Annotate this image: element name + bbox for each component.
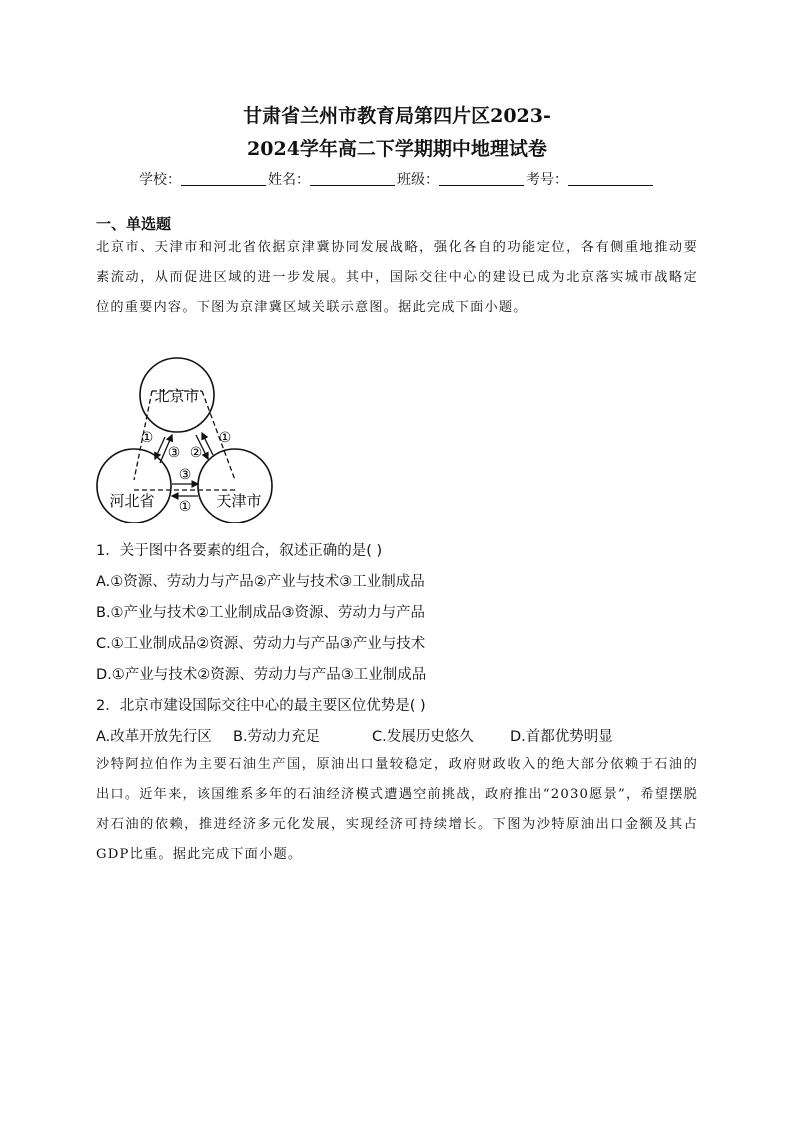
exam-title-line-2: 2024学年高二下学期期中地理试卷 [247,138,547,160]
question-1-option-c[interactable]: C.①工业制成品②资源、劳动力与产品③产业与技术 [96,636,426,652]
passage-2: 沙特阿拉伯作为主要石油生产国，原油出口量较稳定，政府财政收入的绝大部分依赖于石油的出口。近年来，该国维系多年的石油经济模式遭遇空前挑战，政府推出“2030愿景”，希望摆脱对石油的依赖，推进经济多元化发展，实现经济可持续增长。下图为沙特原油出口金额及其占GDP比重。据此完成下面小题。 [96,757,698,862]
name-blank[interactable] [310,185,395,186]
section-heading: 一、单选题 [96,215,172,233]
marker-bottom-1: ① [178,499,192,515]
beijing-label: 北京市 [154,387,200,405]
question-1-option-d[interactable]: D.①产业与技术②资源、劳动力与产品③工业制成品 [96,667,427,683]
class-label: 班级： [397,172,439,188]
class-blank[interactable] [439,185,524,186]
question-2-option-b[interactable]: B.劳动力充足 [233,729,321,745]
question-1-option-a[interactable]: A.①资源、劳动力与产品②产业与技术③工业制成品 [96,574,425,590]
question-2-option-a[interactable]: A.改革开放先行区 [96,729,212,745]
hebei-circle [97,449,171,523]
exam-number-blank[interactable] [568,185,653,186]
tianjin-circle [198,449,272,523]
school-label: 学校： [139,172,181,188]
exam-title-line-1: 甘肃省兰州市教育局第四片区2023- [243,105,551,127]
exam-number-label: 考号： [526,172,568,188]
marker-right-1: ① [218,430,232,446]
student-info-line [0,170,794,190]
passage-1: 北京市、天津市和河北省依据京津冀协同发展战略，强化各自的功能定位，各有侧重地推动要素流动，从而促进区域的进一步发展。其中，国际交往中心的建设已成为北京落实城市战略定位的重要内容。下图为京津冀区域关联示意图。据此完成下面小题。 [96,240,698,315]
region-relation-diagram [92,355,282,523]
question-2-option-d[interactable]: D.首都优势明显 [510,729,613,745]
question-2-option-c[interactable]: C.发展历史悠久 [372,729,474,745]
question-2-stem: 2．北京市建设国际交往中心的最主要区位优势是( ) [96,698,426,714]
hebei-label: 河北省 [109,492,155,510]
marker-left-1: ① [140,430,154,446]
marker-bottom-3: ③ [178,467,192,483]
question-1-option-b[interactable]: B.①产业与技术②工业制成品③资源、劳动力与产品 [96,605,426,621]
marker-right-2: ② [189,445,203,461]
name-label: 姓名： [268,172,310,188]
marker-left-3: ③ [167,445,181,461]
tianjin-label: 天津市 [216,492,262,510]
school-blank[interactable] [181,185,266,186]
question-1-stem: 1．关于图中各要素的组合，叙述正确的是( ) [96,543,383,559]
